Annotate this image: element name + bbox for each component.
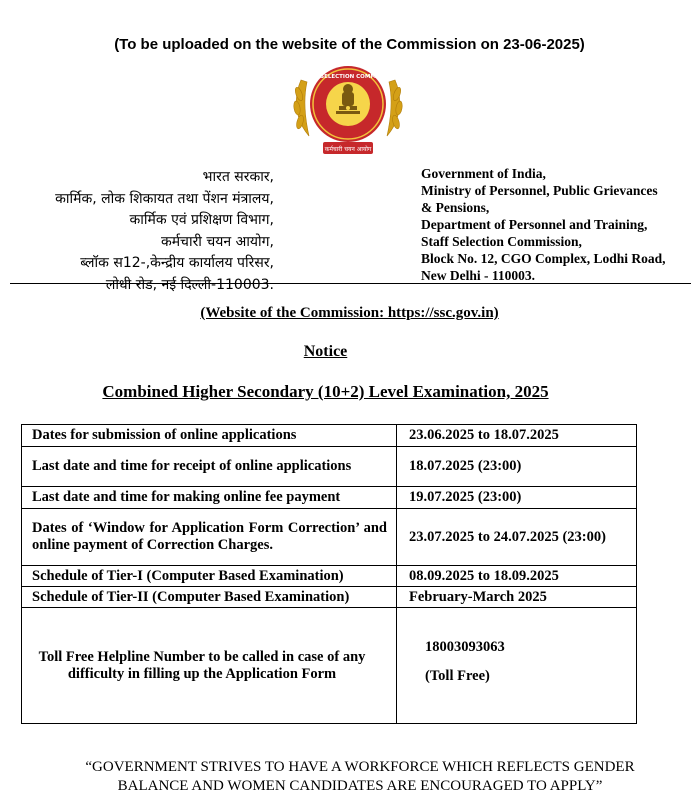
table-row	[22, 487, 637, 509]
slogan-line: BALANCE AND WOMEN CANDIDATES ARE ENCOURAGED TO APPLY”	[117, 778, 603, 794]
table-row	[22, 509, 637, 566]
hindi-address-line: कार्मिक एवं प्रशिक्षण विभाग,	[129, 212, 274, 228]
helpline-label: Toll Free Helpline Number to be called in case of any difficulty in filling up the Application Form	[22, 608, 397, 724]
table-row	[22, 425, 637, 447]
schedule-label: Dates of ‘Window for Application Form Correction’ and online payment of Correction Charges.	[22, 509, 397, 566]
schedule-value: 23.07.2025 to 24.07.2025 (23:00)	[397, 509, 637, 566]
schedule-value: 23.06.2025 to 18.07.2025	[397, 425, 637, 447]
schedule-value: February-March 2025	[397, 587, 637, 608]
english-address-line: Ministry of Personnel, Public Grievances	[421, 183, 658, 198]
slogan-line: “GOVERNMENT STRIVES TO HAVE A WORKFORCE WHICH REFLECTS GENDER	[85, 759, 635, 775]
english-address-line: Block No. 12, CGO Complex, Lodhi Road,	[421, 251, 666, 266]
schedule-label: Schedule of Tier-II (Computer Based Examination)	[22, 587, 397, 608]
schedule-value: 19.07.2025 (23:00)	[397, 487, 637, 509]
english-address-line: New Delhi - 110003.	[421, 268, 535, 283]
table-row	[22, 608, 637, 724]
schedule-label: Schedule of Tier-I (Computer Based Examination)	[22, 566, 397, 587]
hindi-address	[55, 167, 274, 296]
table-row	[22, 447, 637, 487]
exam-title: Combined Higher Secondary (10+2) Level Examination, 2025	[102, 382, 549, 401]
upload-note: (To be uploaded on the website of the Commission on 23-06-2025)	[114, 36, 585, 53]
svg-text:STAFF SELECTION COMMISSION: STAFF SELECTION COMMISSION	[299, 74, 397, 80]
english-address-line: Department of Personnel and Training,	[421, 217, 648, 232]
hindi-address-line: कर्मचारी चयन आयोग,	[160, 233, 274, 250]
schedule-label: Last date and time for receipt of online applications	[22, 447, 397, 487]
header-divider	[10, 283, 691, 284]
schedule-table	[21, 424, 637, 724]
svg-text:कर्मचारी चयन आयोग: कर्मचारी चयन आयोग	[324, 146, 372, 153]
hindi-address-line: लोधी रोड, नई दिल्ली-110003.	[105, 276, 274, 293]
english-address	[421, 165, 666, 284]
helpline-note: (Toll Free)	[425, 667, 490, 684]
notice-heading: Notice	[303, 343, 348, 360]
helpline-cell	[397, 608, 637, 724]
hindi-address-line: भारत सरकार,	[202, 169, 274, 185]
hindi-address-line: ब्लॉक स12-,केन्द्रीय कार्यालय परिसर,	[80, 255, 274, 271]
table-row	[22, 566, 637, 587]
english-address-line: & Pensions,	[421, 200, 490, 215]
schedule-label: Last date and time for making online fee payment	[22, 487, 397, 509]
schedule-value: 18.07.2025 (23:00)	[397, 447, 637, 487]
english-address-line: Staff Selection Commission,	[421, 234, 582, 249]
helpline-number[interactable]: 18003093063	[425, 638, 505, 655]
gender-balance-slogan	[60, 758, 660, 796]
schedule-label: Dates for submission of online applications	[22, 425, 397, 447]
hindi-address-line: कार्मिक, लोक शिकायत तथा पेंशन मंत्रालय,	[55, 190, 274, 207]
website-link[interactable]: (Website of the Commission: https://ssc.gov.in)	[200, 305, 499, 321]
schedule-value: 08.09.2025 to 18.09.2025	[397, 566, 637, 587]
table-row	[22, 587, 637, 608]
ssc-emblem-logo-icon	[287, 58, 409, 160]
english-address-line: Government of India,	[421, 166, 546, 181]
